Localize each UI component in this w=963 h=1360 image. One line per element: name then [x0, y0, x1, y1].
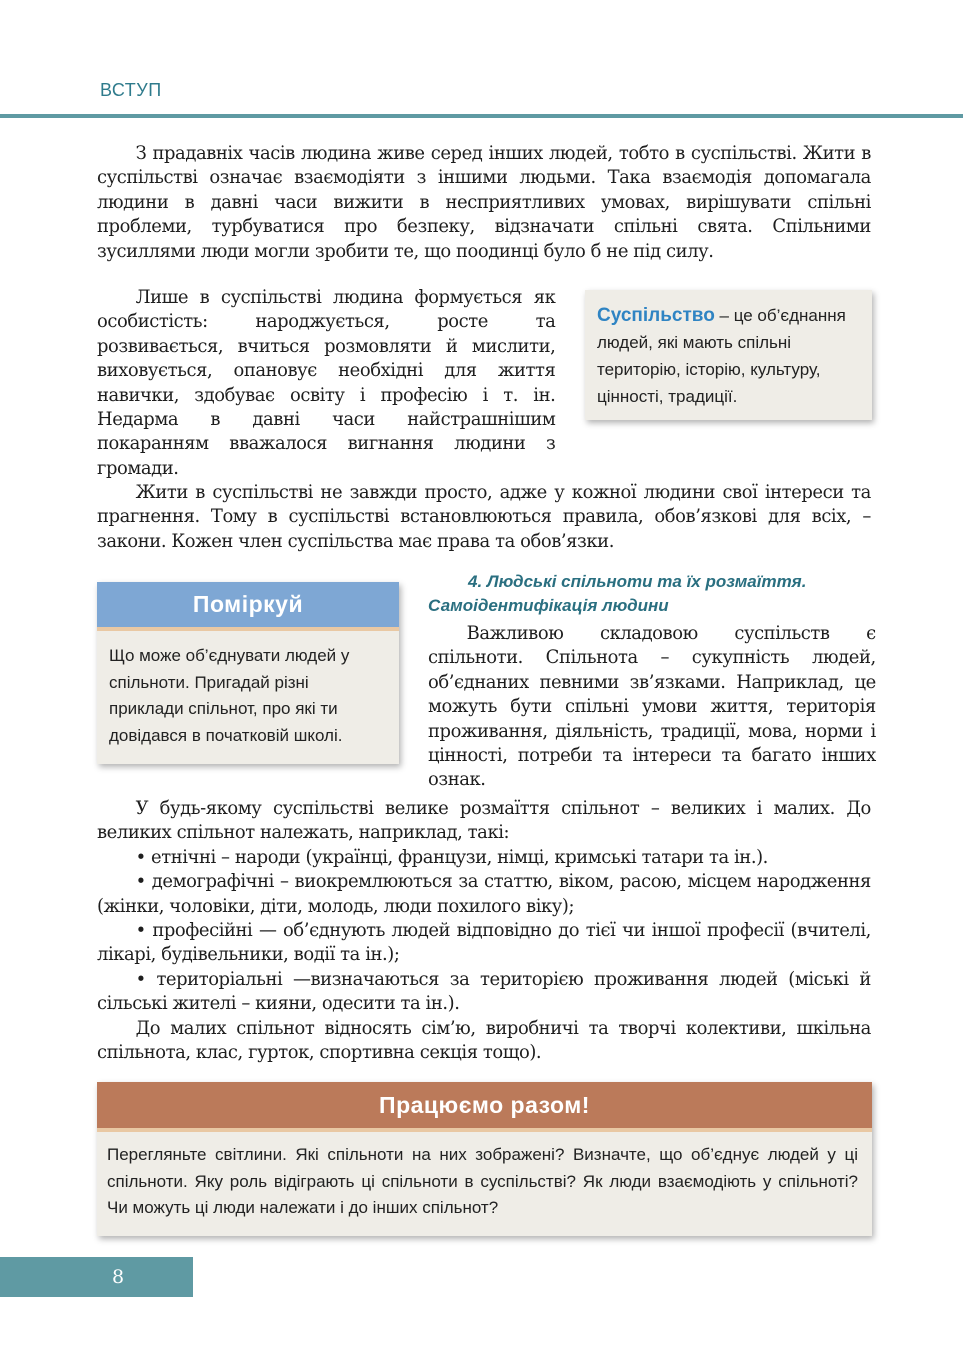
work-together-title: Працюємо разом!: [97, 1082, 872, 1132]
communities-list-section: [97, 797, 871, 1065]
running-head: ВСТУП: [100, 80, 162, 100]
paragraph-6: До малих спільнот відносять сім’ю, виробничі та творчі колективи, шкільна спільнота, клас, гурток, спортивна секція тощо).: [97, 1017, 871, 1064]
section-heading-line-1: 4. Людські спільноти та їх розмаїття.: [468, 572, 807, 591]
paragraph-4: Важливою складовою суспільств є спільноти. Спільнота – сукупність людей, об’єднаних певними зв’язками. Наприклад, це можуть бути спільні умови життя, територія проживання, діяльність, традиції, мова, норми і цінності, потреби та інтереси та багато інших ознак.: [428, 623, 876, 791]
list-item-demographic: • демографічні – виокремлюються за статтю, віком, расою, місцем народження (жінки, чоловіки, діти, молодь, люди похилого віку);: [97, 871, 871, 917]
paragraph-1: З прадавніх часів людина живе серед інших людей, тобто в суспільстві. Жити в суспільстві означає взаємодіяти з іншими людьми. Така взаємодія допомагала людини в давні часи вижити в несприятливих умовах, вирішувати спільні проблеми, турбуватися про безпеку, відзначати спільні свята. Спільними зусиллями люди могли зробити те, що поодинці було б не під силу.: [97, 143, 871, 262]
think-box-title: Поміркуй: [97, 582, 399, 631]
community-paragraph: [428, 622, 876, 793]
list-item-territorial: • територіальні —визначаються за територією проживання людей (міські й сільські жителі – кияни, одесити та ін.).: [97, 968, 871, 1015]
page-number-tab: [0, 1257, 193, 1297]
personality-paragraph: [97, 286, 555, 481]
definition-box: [585, 290, 872, 420]
definition-text: – це об’єднання людей, які мають спільні територію, історію, культуру, цінності, традиції.: [597, 306, 846, 406]
paragraph-3: Жити в суспільстві не завжди просто, адже у кожної людини свої інтереси та прагнення. Тому в суспільстві встановлюються правила, обов’язкові для всіх, – закони. Кожен член суспільства має права та обов’язки.: [97, 482, 871, 552]
definition-term: Суспільство: [597, 305, 715, 326]
think-box: [97, 582, 399, 764]
intro-paragraph: [97, 142, 871, 264]
paragraph-5: У будь-якому суспільстві велике розмаїття спільнот – великих і малих. До великих спільнот належать, наприклад, такі:: [97, 798, 871, 844]
list-item-ethnic: • етнічні – народи (українці, французи, німці, кримські татари та ін.).: [135, 846, 768, 868]
work-together-box: [97, 1082, 872, 1236]
paragraph-2: Лише в суспільстві людина формується як особистість: народжується, росте та розвивається, вчиться розмовляти й мислити, виховується, опановує необхідні для життя навички, здобуває освіту і професію і т. ін. Недарма в давні часи найстрашнішим покаранням вважалося вигнання людини з громади.: [97, 287, 556, 479]
section-heading-line-2: Самоідентифікація людини: [428, 596, 669, 615]
list-item-professional: • професійні — об’єднують людей відповідно до тієї чи іншої професії (вчителі, лікарі, будівельники, водії та ін.);: [97, 920, 871, 966]
work-together-text: Перегляньте світлини. Які спільноти на них зображені? Визначте, що об’єднує людей у ці спільноти. Яку роль відіграють ці спільноти в суспільстві? Як люди взаємодіють у спільноті? Чи можуть ці люди належати і до інших спільнот?: [107, 1145, 858, 1217]
think-box-text: Що може об’єднувати людей у спільноти. Пригадай різні приклади спільнот, про які ти довідався в початковій школі.: [109, 646, 350, 745]
laws-paragraph: [97, 481, 871, 554]
page-number: 8: [112, 1266, 125, 1288]
header-rule: [0, 114, 963, 118]
section-heading: [428, 570, 874, 618]
